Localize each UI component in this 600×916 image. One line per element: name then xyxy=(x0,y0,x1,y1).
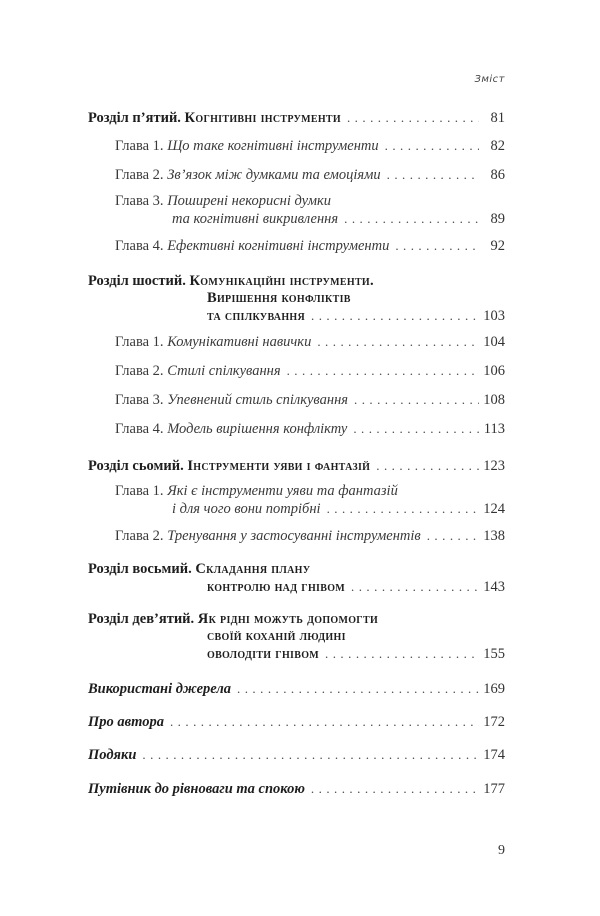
chapter-title-continued: і для чого вони потрібні xyxy=(172,501,321,517)
chapter-title: Комунікативні навички xyxy=(167,334,312,350)
toc-section-8[interactable] xyxy=(88,561,505,596)
toc-chapter[interactable] xyxy=(115,391,505,409)
page-ref: 104 xyxy=(483,334,505,350)
toc-chapter[interactable] xyxy=(115,420,505,438)
section-title: Складання плану xyxy=(195,561,311,577)
dot-leader xyxy=(351,578,479,595)
dot-leader xyxy=(170,713,479,730)
page-ref: 174 xyxy=(483,747,505,763)
backmatter-title: Використані джерела xyxy=(88,681,232,697)
chapter-number: Глава 3. xyxy=(115,392,164,408)
section-label: Розділ дев’ятий. xyxy=(88,611,195,627)
page-ref: 108 xyxy=(483,392,505,408)
page-ref: 81 xyxy=(490,110,505,126)
page-ref: 172 xyxy=(483,714,505,730)
backmatter-title: Путівник до рівноваги та спокою xyxy=(88,781,305,797)
page-ref: 106 xyxy=(483,363,505,379)
page-ref: 89 xyxy=(490,211,505,227)
toc-section-7[interactable] xyxy=(88,457,505,475)
section-label: Розділ сьомий. xyxy=(88,458,184,474)
chapter-number: Глава 1. xyxy=(115,334,164,350)
chapter-number: Глава 1. xyxy=(115,483,164,499)
dot-leader xyxy=(387,166,479,183)
toc-backmatter-acknowledgements[interactable] xyxy=(88,746,505,764)
chapter-title: Стилі спілкування xyxy=(167,363,281,379)
toc-backmatter-about-author[interactable] xyxy=(88,713,505,731)
chapter-title: Що таке когнітивні інструменти xyxy=(167,138,379,154)
chapter-number: Глава 2. xyxy=(115,363,164,379)
backmatter-title: Про автора xyxy=(88,714,164,730)
dot-leader xyxy=(385,137,479,154)
page-ref: 177 xyxy=(483,781,505,797)
dot-leader xyxy=(376,457,479,474)
page-ref: 169 xyxy=(483,681,505,697)
dot-leader xyxy=(395,237,479,254)
chapter-title: Тренування у застосуванні інструментів xyxy=(167,528,421,544)
page-ref: 123 xyxy=(483,458,505,474)
chapter-number: Глава 2. xyxy=(115,528,164,544)
section-label: Розділ шостий. xyxy=(88,273,186,289)
section-title-continued: Вирішення конфліктів xyxy=(207,290,351,306)
chapter-number: Глава 4. xyxy=(115,238,164,254)
page-ref: 103 xyxy=(483,308,505,324)
toc-chapter[interactable] xyxy=(115,193,505,228)
toc-chapter[interactable] xyxy=(115,362,505,380)
section-title: Когнітивні інструменти xyxy=(184,110,341,126)
chapter-title: Ефективні когнітивні інструменти xyxy=(167,238,390,254)
toc-chapter[interactable] xyxy=(115,333,505,351)
dot-leader xyxy=(344,210,479,227)
toc-chapter[interactable] xyxy=(115,137,505,155)
dot-leader xyxy=(311,780,479,797)
page-ref: 86 xyxy=(490,167,505,183)
dot-leader xyxy=(354,391,479,408)
chapter-title: Зв’язок між думками та емоціями xyxy=(167,167,381,183)
section-label: Розділ п’ятий. xyxy=(88,110,181,126)
section-title: Інструменти уяви і фантазій xyxy=(187,458,371,474)
chapter-number: Глава 3. xyxy=(115,193,164,209)
section-title-continued: контролю над гнівом xyxy=(207,579,346,595)
toc-chapter[interactable] xyxy=(115,483,505,518)
chapter-number: Глава 2. xyxy=(115,167,164,183)
chapter-number: Глава 4. xyxy=(115,421,164,437)
dot-leader xyxy=(327,500,479,517)
dot-leader xyxy=(347,109,479,126)
chapter-title: Модель вирішення конфлікту xyxy=(167,421,348,437)
running-head: Зміст xyxy=(474,74,505,85)
chapter-title: Упевнений стиль спілкування xyxy=(167,392,348,408)
chapter-title: Поширені некорисні думки xyxy=(167,193,332,209)
page-number: 9 xyxy=(498,843,505,858)
chapter-title: Які є інструменти уяви та фантазій xyxy=(167,483,398,499)
toc-backmatter-guide[interactable] xyxy=(88,780,505,798)
dot-leader xyxy=(353,420,479,437)
dot-leader xyxy=(317,333,479,350)
section-title-continued: оволодіти гнівом xyxy=(207,646,320,662)
page-ref: 92 xyxy=(490,238,505,254)
page-ref: 143 xyxy=(483,579,505,595)
toc-chapter[interactable] xyxy=(115,166,505,184)
section-title: Комунікаційні інструменти. xyxy=(189,273,374,289)
toc-chapter[interactable] xyxy=(115,527,505,545)
section-label: Розділ восьмий. xyxy=(88,561,192,577)
toc-chapter[interactable] xyxy=(115,237,505,255)
backmatter-title: Подяки xyxy=(88,747,137,763)
page-ref: 138 xyxy=(483,528,505,544)
dot-leader xyxy=(427,527,479,544)
section-title-continued: своїй коханій людині xyxy=(207,628,346,644)
toc-section-5[interactable] xyxy=(88,109,505,127)
page-ref: 113 xyxy=(483,421,505,437)
toc-section-9[interactable] xyxy=(88,611,505,663)
dot-leader xyxy=(287,362,479,379)
dot-leader xyxy=(311,307,479,324)
chapter-title-continued: та когнітивні викривлення xyxy=(172,211,339,227)
page-ref: 124 xyxy=(483,501,505,517)
page-ref: 155 xyxy=(483,646,505,662)
page-ref: 82 xyxy=(490,138,505,154)
toc-backmatter-sources[interactable] xyxy=(88,680,505,698)
section-title-continued: та спілкування xyxy=(207,308,305,324)
dot-leader xyxy=(237,680,479,697)
dot-leader xyxy=(325,645,479,662)
toc-section-6[interactable] xyxy=(88,273,505,325)
section-title: Як рідні можуть допомогти xyxy=(197,611,379,627)
chapter-number: Глава 1. xyxy=(115,138,164,154)
dot-leader xyxy=(142,746,479,763)
